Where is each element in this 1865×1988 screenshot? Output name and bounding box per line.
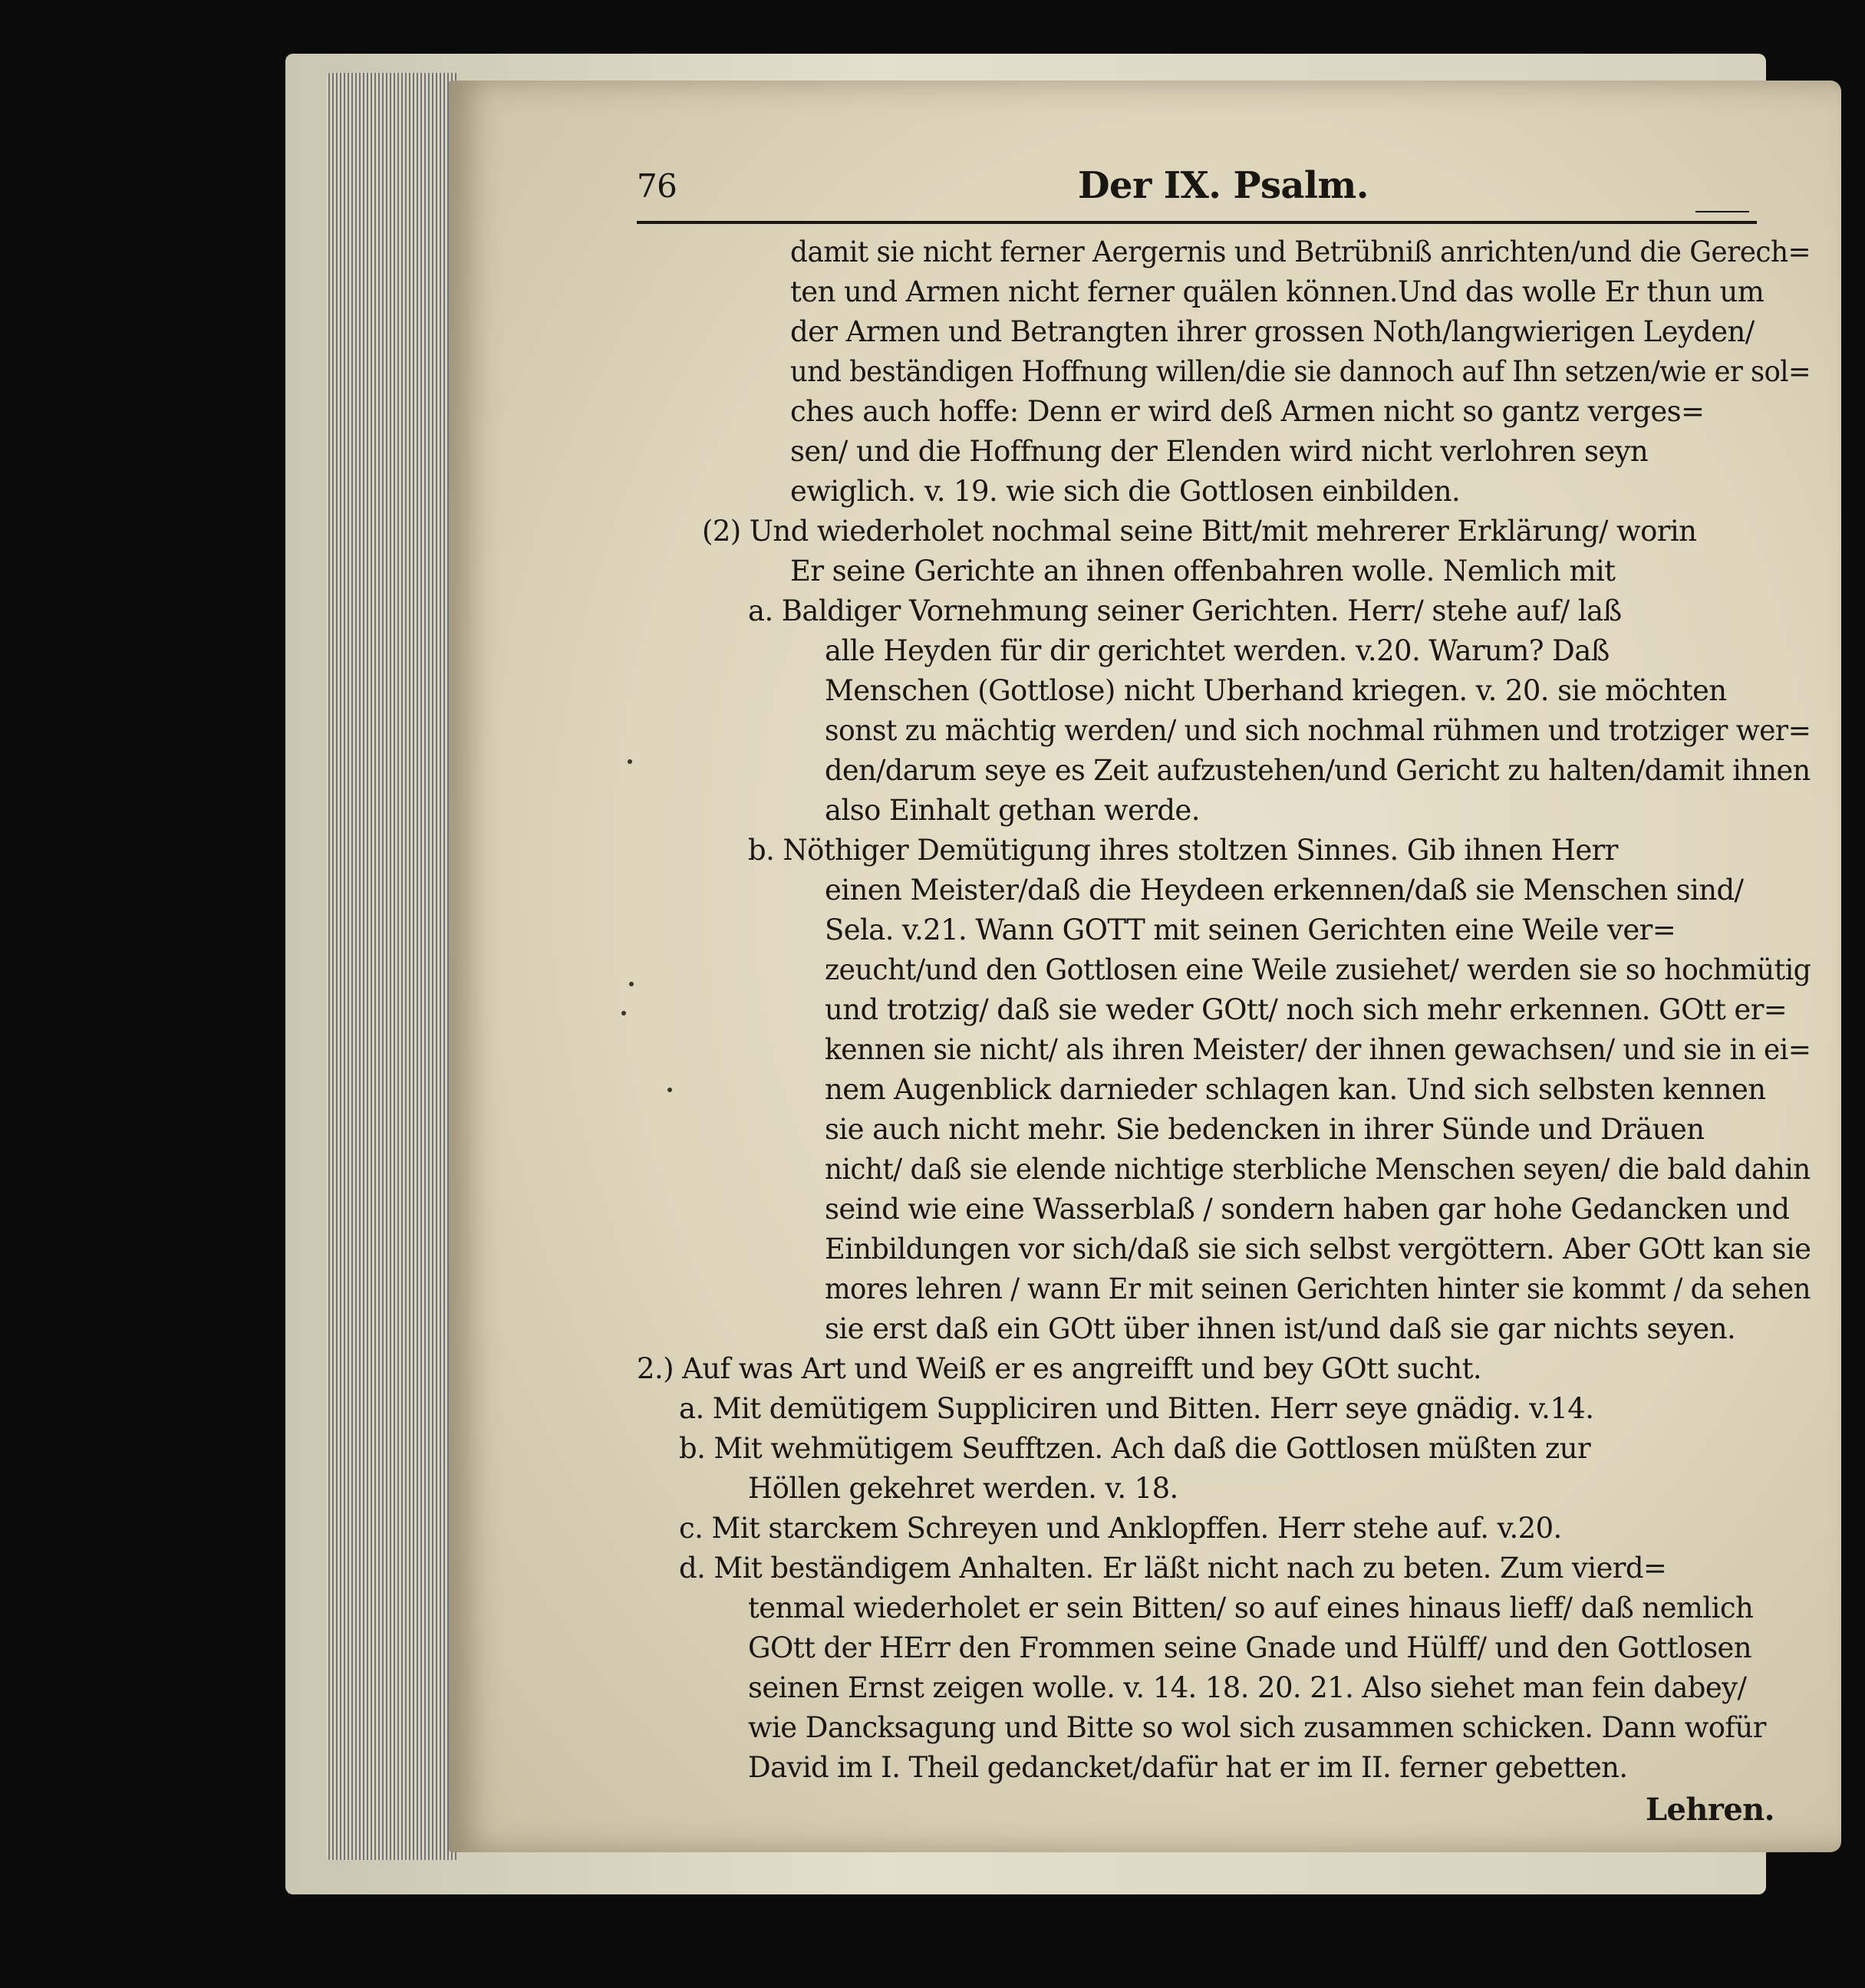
catchword: Lehren. xyxy=(1646,1792,1774,1828)
text-line: b. Mit wehmütigem Seufftzen. Ach daß die Gottlosen müßten zur xyxy=(679,1432,1591,1465)
text-line: und trotzig/ daß sie weder GOtt/ noch sich mehr erkennen. GOtt er= xyxy=(825,993,1788,1026)
text-line: seinen Ernst zeigen wolle. v. 14. 18. 20. 21. Also siehet man fein dabey/ xyxy=(748,1671,1747,1704)
text-line: Einbildungen vor sich/daß sie sich selbst vergöttern. Aber GOtt kan sie xyxy=(825,1233,1811,1266)
text-line: damit sie nicht ferner Aergernis und Betrübniß anrichten/und die Gerech= xyxy=(790,235,1811,268)
text-line: GOtt der HErr den Frommen seine Gnade und Hülff/ und den Gottlosen xyxy=(748,1631,1752,1664)
text-line: ewiglich. v. 19. wie sich die Gottlosen einbilden. xyxy=(790,475,1461,508)
header-rule xyxy=(637,221,1757,224)
text-line: tenmal wiederholet er sein Bitten/ so auf eines hinaus lieff/ daß nemlich xyxy=(748,1591,1754,1624)
text-line: Sela. v.21. Wann GOTT mit seinen Gerichten eine Weile ver= xyxy=(825,913,1676,946)
text-line: Menschen (Gottlose) nicht Uberhand kriegen. v. 20. sie möchten xyxy=(825,674,1727,707)
text-line: (2) Und wiederholet nochmal seine Bitt/mit mehrerer Erklärung/ worin xyxy=(702,515,1697,548)
header-rule-tail xyxy=(1695,211,1749,212)
paper-speck xyxy=(629,982,634,986)
paper-speck xyxy=(667,1088,672,1092)
text-line: sonst zu mächtig werden/ und sich nochmal rühmen und trotziger wer= xyxy=(825,714,1811,747)
text-line: seind wie eine Wasserblaß / sondern haben gar hohe Gedancken und xyxy=(825,1193,1790,1226)
page-edges xyxy=(326,73,456,1860)
text-line: kennen sie nicht/ als ihren Meister/ der ihnen gewachsen/ und sie in ei= xyxy=(825,1033,1811,1066)
text-line: nem Augenblick darnieder schlagen kan. Und sich selbsten kennen xyxy=(825,1073,1766,1106)
text-line: d. Mit beständigem Anhalten. Er läßt nicht nach zu beten. Zum vierd= xyxy=(679,1552,1667,1585)
running-title: Der IX. Psalm. xyxy=(1078,164,1369,207)
text-line: und beständigen Hoffnung willen/die sie dannoch auf Ihn setzen/wie er sol= xyxy=(790,355,1811,388)
text-line: a. Mit demütigem Suppliciren und Bitten. Herr seye gnädig. v.14. xyxy=(679,1392,1594,1425)
text-line: zeucht/und den Gottlosen eine Weile zusiehet/ werden sie so hochmütig xyxy=(825,953,1811,986)
text-line: David im I. Theil gedancket/dafür hat er im II. ferner gebetten. xyxy=(748,1751,1628,1784)
text-line: sen/ und die Hoffnung der Elenden wird nicht verlohren seyn xyxy=(790,435,1649,468)
paper-speck xyxy=(621,1011,626,1015)
text-line: a. Baldiger Vornehmung seiner Gerichten. Herr/ stehe auf/ laß xyxy=(748,594,1622,627)
text-line: mores lehren / wann Er mit seinen Gerichten hinter sie kommt / da sehen xyxy=(825,1272,1811,1305)
text-line: Er seine Gerichte an ihnen offenbahren wolle. Nemlich mit xyxy=(790,555,1616,588)
text-line: 2.) Auf was Art und Weiß er es angreifft und bey GOtt sucht. xyxy=(637,1352,1482,1385)
text-line: der Armen und Betrangten ihrer grossen Noth/langwierigen Leyden/ xyxy=(790,315,1755,348)
text-line: nicht/ daß sie elende nichtige sterbliche Menschen seyen/ die bald dahin xyxy=(825,1153,1811,1186)
text-line: den/darum seye es Zeit aufzustehen/und Gericht zu halten/damit ihnen xyxy=(825,754,1811,787)
text-line: also Einhalt gethan werde. xyxy=(825,794,1200,827)
text-line: c. Mit starckem Schreyen und Anklopffen. Herr stehe auf. v.20. xyxy=(679,1512,1562,1545)
text-line: einen Meister/daß die Heydeen erkennen/daß sie Menschen sind/ xyxy=(825,874,1744,907)
text-line: ten und Armen nicht ferner quälen können.Und das wolle Er thun um xyxy=(790,275,1765,308)
page-number: 76 xyxy=(637,167,677,205)
text-line: alle Heyden für dir gerichtet werden. v.20. Warum? Daß xyxy=(825,634,1610,667)
text-line: ches auch hoffe: Denn er wird deß Armen nicht so gantz verges= xyxy=(790,395,1705,428)
text-line: wie Dancksagung und Bitte so wol sich zusammen schicken. Dann wofür xyxy=(748,1711,1766,1744)
text-line: Höllen gekehret werden. v. 18. xyxy=(748,1472,1178,1505)
paper-speck xyxy=(628,759,632,764)
text-line: b. Nöthiger Demütigung ihres stoltzen Sinnes. Gib ihnen Herr xyxy=(748,834,1618,867)
text-line: sie auch nicht mehr. Sie bedencken in ihrer Sünde und Dräuen xyxy=(825,1113,1705,1146)
text-line: sie erst daß ein GOtt über ihnen ist/und daß sie gar nichts seyen. xyxy=(825,1312,1736,1345)
